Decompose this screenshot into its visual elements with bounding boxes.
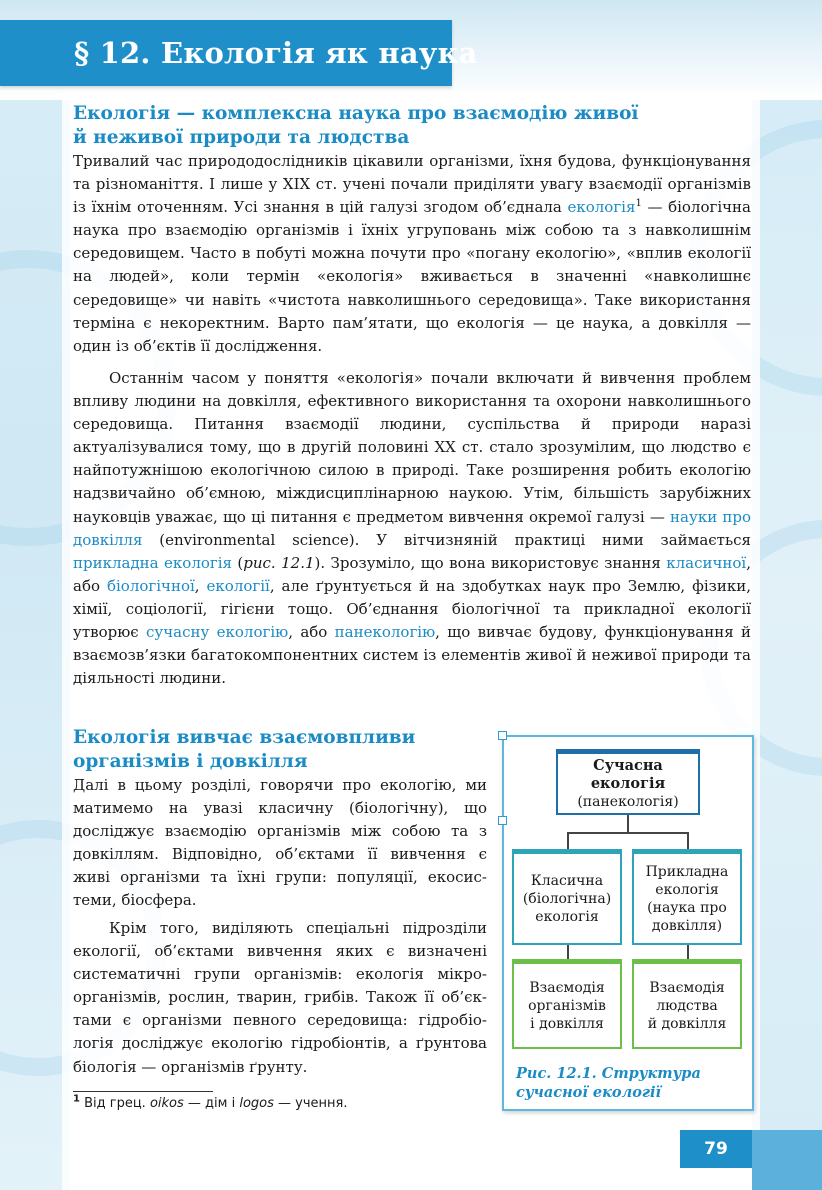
diagram-node-modern-ecology bbox=[556, 749, 700, 815]
connector-line bbox=[687, 832, 689, 849]
node-label: (біологічна) bbox=[522, 890, 612, 907]
text-run: — біологічна наука про взаємодію організмів і їхніх угруповань між собою та з навколишнім середовищем. Часто в побуті можна почути про «погану екологію», «вплив екології на людей», коли термін «екологія» вживається в значенні «навколишнє середовище» чи навіть «чистота навколишнього середовища». Таке використання терміна є некоректним. Варто пам’ятати, що екологія — це наука, а довкілля — один із об’єктів її дослідження. bbox=[73, 198, 752, 355]
paragraph: Крім того, виділяють спеціальні підрозділи екології, об’єктами вивчення яких є визначені систематичні групи організмів: екологія мікроорганізмів, рослин, тварин, грибів. Також її об’єктами є організми певного середовища: гідробіологія досліджує екологію гідробіонтів, а ґрунтова біологія — організмів ґрунту. bbox=[73, 919, 487, 1076]
node-label: й довкілля bbox=[647, 1015, 727, 1032]
node-label: (панекологія) bbox=[577, 793, 679, 810]
paragraph bbox=[73, 367, 751, 690]
page-number: 79 bbox=[704, 1139, 728, 1159]
node-label: і довкілля bbox=[530, 1015, 604, 1032]
text-run: Останнім часом у поняття «екологія» почали включати й вивчення проблем впливу людини на довкілля, ефективного використання та охорони навколишнього середовища. Питання взаємодії людини, суспільства й природи наразі актуалізувалися тому, що в другій половині XX ст. стало зрозумілим, що людство є найпотужнішою екологічною силою в природі. Таке розширення робить екологію надзвичайно об’ємною, міждисциплінарною наукою. Утім, більшість зарубіжних науковців уважає, що ці питання є предметом вивчення окремої галузі — bbox=[73, 369, 751, 526]
section-heading-line: й неживої природи та людства bbox=[73, 127, 410, 148]
text-run: , або bbox=[73, 553, 751, 595]
text-run: , що вивчає будову, функціонування й взаємозв’язки багатокомпонентних систем із елементів живої й неживої природи та діяльності людини. bbox=[73, 623, 751, 688]
section-heading-line: Екологія вивчає взаємовпливи bbox=[73, 727, 416, 748]
text-run: — учення. bbox=[273, 1096, 348, 1111]
text-run: — дім і bbox=[183, 1096, 240, 1111]
page-tab-decoration bbox=[752, 1130, 822, 1190]
paragraph bbox=[73, 150, 751, 358]
section-heading-line: Екологія — комплексна наука про взаємодію живої bbox=[73, 103, 639, 124]
text-run: Тривалий час природодослідників цікавили організми, їхня будова, функціонування та різноманіття. І лише у XIX ст. учені почали приділяти увагу взаємодії організмів із їхнім оточенням. Усі знання в цій галузі згодом об’єднала bbox=[73, 152, 751, 217]
figure-corner-marker bbox=[498, 816, 507, 825]
text-run: , bbox=[194, 576, 207, 595]
caption-line: сучасної екології bbox=[516, 1084, 662, 1101]
term-link: панекологію bbox=[334, 623, 436, 642]
diagram-node-applied-ecology bbox=[632, 849, 742, 945]
paragraph: Далі в цьому розділі, говорячи про екологію, ми матимемо на увазі класичну (біологічну), що досліджує взаємодію організмів між собою та з довкіллям. Відповідно, об’єктами її вивчення є живі організми та їхні групи: популяції, екосистеми, біосфера. bbox=[73, 776, 487, 910]
caption-line: Рис. 12.1. Структура bbox=[516, 1065, 701, 1082]
connector-line bbox=[627, 815, 629, 833]
term-link: науки про довкілля bbox=[73, 507, 751, 549]
diagram-node-organisms-environment bbox=[512, 959, 622, 1049]
node-label: людства bbox=[656, 997, 718, 1014]
footnote-marker: 1 bbox=[635, 198, 642, 210]
text-run: , але ґрунтується й на здобутках наук про Землю, фізики, хімії, соціології, гігієни тощо. Об’єднання біологічної та прикладної екології утворює bbox=[73, 576, 751, 642]
diagram-node-classical-ecology bbox=[512, 849, 622, 945]
figure-ecology-structure bbox=[502, 735, 754, 1111]
text-run: ). Зрозуміло, що вона використовує знання bbox=[314, 553, 667, 572]
term-link: біологічної bbox=[106, 576, 195, 595]
node-label: Сучасна екологія bbox=[590, 756, 666, 792]
text-run: Від грец. bbox=[79, 1096, 150, 1111]
figure-caption bbox=[516, 1064, 701, 1102]
section-heading bbox=[73, 102, 638, 150]
term-link: сучасну екологію bbox=[146, 623, 289, 642]
figure-reference: рис. 12.1 bbox=[243, 553, 315, 572]
term-link: класичної bbox=[666, 553, 747, 572]
node-label: довкілля) bbox=[651, 917, 723, 934]
node-label: Взаємодія bbox=[649, 979, 725, 996]
footnote-number: 1 bbox=[73, 1093, 80, 1105]
text-run: (environmental science). У вітчизняній практиці ними займається bbox=[142, 530, 751, 549]
connector-line bbox=[567, 832, 689, 834]
term-link: прикладна екологія bbox=[73, 553, 232, 572]
term-link: екології bbox=[206, 576, 270, 595]
diagram-node-humanity-environment bbox=[632, 959, 742, 1049]
node-label: організмів bbox=[528, 997, 606, 1014]
connector-line bbox=[567, 832, 569, 849]
page-title: § 12. Екологія як наука bbox=[74, 36, 478, 70]
text-run: oikos bbox=[149, 1096, 184, 1111]
term-link: екологія bbox=[567, 198, 636, 217]
footnote-divider bbox=[73, 1091, 213, 1092]
node-label: Класична bbox=[530, 872, 604, 889]
text-run: logos bbox=[239, 1096, 274, 1111]
figure-corner-marker bbox=[498, 731, 507, 740]
text-run: ( bbox=[232, 553, 244, 572]
connector-line bbox=[567, 945, 569, 959]
node-label: (наука про bbox=[647, 899, 727, 916]
node-label: Взаємодія bbox=[529, 979, 605, 996]
connector-line bbox=[687, 945, 689, 959]
node-label: екологія bbox=[655, 881, 719, 898]
text-run: , або bbox=[288, 623, 335, 642]
section-heading-line: організмів і довкілля bbox=[73, 751, 308, 772]
footnote bbox=[73, 1093, 348, 1111]
section-heading bbox=[73, 726, 415, 774]
node-label: екологія bbox=[535, 908, 599, 925]
node-label: Прикладна bbox=[645, 863, 729, 880]
